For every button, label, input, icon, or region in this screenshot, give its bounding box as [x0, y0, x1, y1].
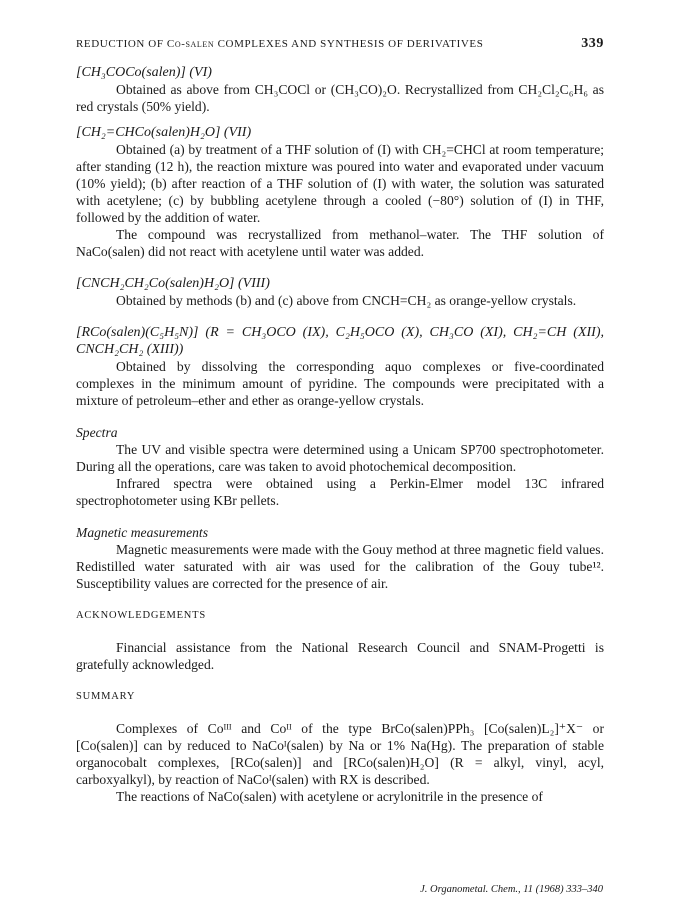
paragraph: Complexes of Coᴵᴵᴵ and Coᴵᴵ of the type BrCo(salen)PPh₃ [Co(salen)L₂]⁺X⁻ or [Co(salen)] can by reduced to NaCoᴵ(salen) by Na or 1% Na(Hg). The preparation of stable organocobalt complexes, [RCo(salen)] and [RCo(salen)H₂O] (R = alkyl, vinyl, acyl, carboxyalkyl), by reaction of NaCoᴵ(salen) with RX is described. [76, 721, 604, 787]
paragraph: Financial assistance from the National Research Council and SNAM-Progetti is gratefully acknowledged. [76, 640, 604, 672]
running-head [76, 38, 604, 50]
paragraph: The UV and visible spectra were determined using a Unicam SP700 spectrophotometer. During all the operations, care was taken to avoid photochemical decomposition. [76, 442, 604, 474]
paragraph: Obtained by dissolving the corresponding aquo complexes or five-coordinated complexes in the minimum amount of pyridine. The compounds were precipitated with a mixture of petroleum–ether and ether as orange-yellow crystals. [76, 359, 604, 408]
compound-heading-viii: [CNCH₂CH₂Co(salen)H₂O] (VIII) [76, 276, 270, 291]
section-title-summary: SUMMARY [76, 691, 136, 702]
paragraph: The compound was recrystallized from methanol–water. The THF solution of NaCo(salen) did not react with acetylene until water was added. [76, 227, 604, 259]
section-title-magnetic: Magnetic measurements [76, 525, 209, 540]
paragraph: Obtained by methods (b) and (c) above from CNCH=CH₂ as orange-yellow crystals. [116, 293, 577, 308]
paragraph: Obtained as above from CH₃COCl or (CH₃CO)₂O. Recrystallized from CH₂Cl₂C₆H₆ as red crystals (50% yield). [76, 82, 604, 114]
paragraph: Obtained (a) by treatment of a THF solution of (I) with CH₂=CHCl at room temperature; after standing (12 h), the reaction mixture was poured into water and evaporated under vacuum (10% yield); (b) after reaction of a THF solution of (I) with water, the solution was saturated with acetylene; (c) by bubbling acetylene through a cooled (−80°) solution of (I) in THF, followed by the addition of water. [76, 142, 604, 225]
journal-citation: J. Organometal. Chem., 11 (1968) 333–340 [420, 884, 603, 895]
section-title-spectra: Spectra [76, 425, 118, 440]
article-body [76, 64, 604, 805]
section-title-acknowledgements: ACKNOWLEDGEMENTS [76, 610, 207, 621]
paragraph: Magnetic measurements were made with the Gouy method at three magnetic field values. Redistilled water saturated with air was used for the calibration of the Gouy tube¹². Susceptibility values are corrected for the presence of air. [76, 542, 604, 591]
page-number: 339 [581, 36, 604, 51]
running-head-title: REDUCTION OF Co-salen COMPLEXES AND SYNTHESIS OF DERIVATIVES [76, 38, 484, 50]
compound-heading-vii: [CH₂=CHCo(salen)H₂O] (VII) [76, 125, 252, 140]
compound-heading-ix-xiii: [RCo(salen)(C₅H₅N)] (R = CH₃OCO (IX), C₂H₅OCO (X), CH₃CO (XI), CH₂=CH (XII), CNCH₂CH₂ (XIII)) [76, 325, 604, 357]
paragraph: The reactions of NaCo(salen) with acetylene or acrylonitrile in the presence of [116, 789, 543, 804]
paragraph: Infrared spectra were obtained using a Perkin-Elmer model 13C infrared spectrophotometer using KBr pellets. [76, 476, 604, 508]
compound-heading-vi: [CH₃COCo(salen)] (VI) [76, 65, 212, 80]
